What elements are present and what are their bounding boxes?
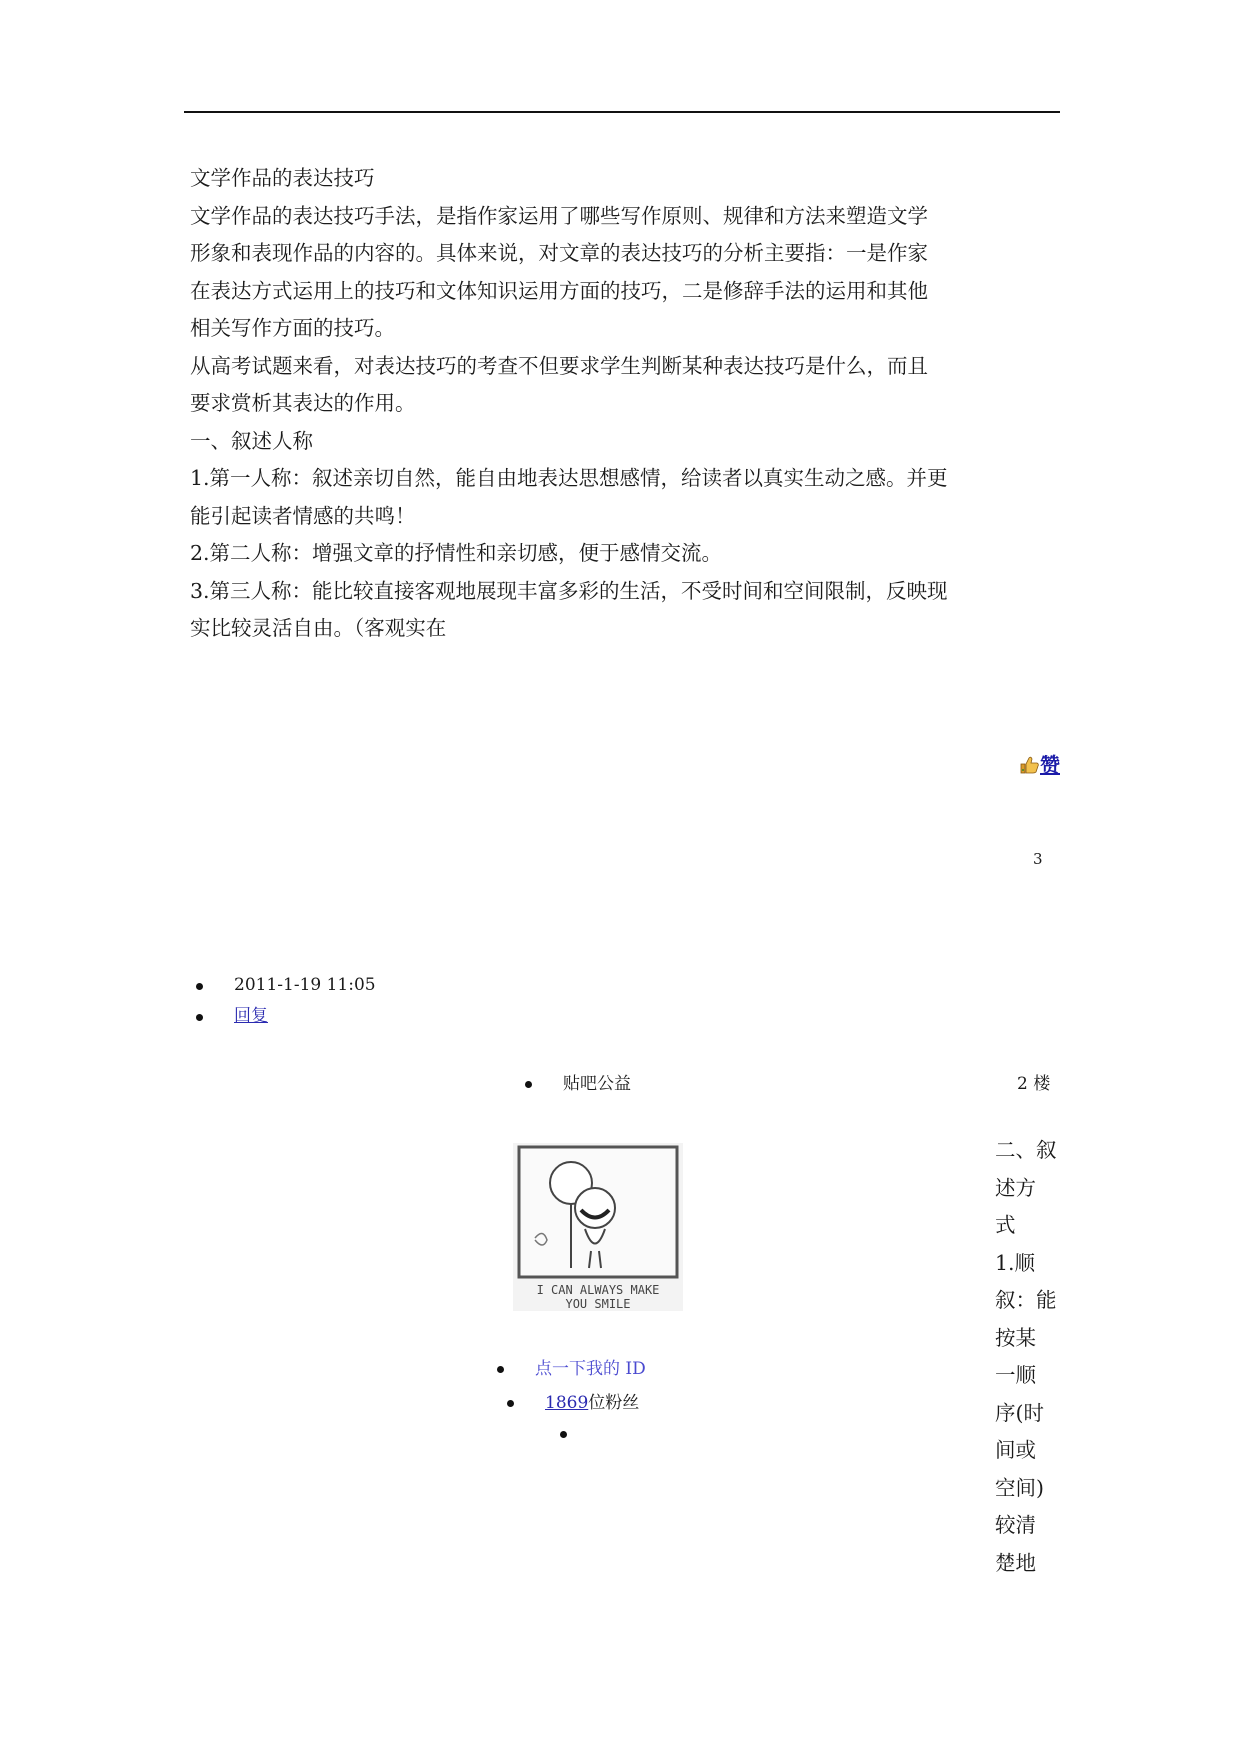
- article-line: 形象和表现作品的内容的。具体来说，对文章的表达技巧的分析主要指：一是作家: [190, 241, 928, 265]
- tieba-label: 贴吧公益: [563, 1074, 631, 1094]
- floor-number: 2 楼: [1017, 1074, 1051, 1094]
- user-id-link[interactable]: [497, 1358, 646, 1380]
- bullet-icon: [560, 1431, 567, 1438]
- article-title: 文学作品的表达技巧: [190, 166, 375, 190]
- second-post-line: 序(时: [995, 1400, 1044, 1425]
- article-line: 实比较灵活自由。（客观实在: [190, 616, 447, 640]
- bullet-icon: [497, 1366, 504, 1373]
- thumbs-up-icon: [1020, 755, 1040, 775]
- second-post-body: [995, 1132, 1055, 1582]
- avatar-caption-line2: YOU SMILE: [565, 1297, 631, 1311]
- like-control[interactable]: [1020, 752, 1060, 778]
- article-line: 在表达方式运用上的技巧和文体知识运用方面的技巧，二是修辞手法的运用和其他: [190, 278, 928, 303]
- header-rule: [184, 111, 1060, 113]
- second-post-line: 间或: [995, 1438, 1036, 1462]
- article-line: 相关写作方面的技巧。: [190, 316, 395, 340]
- second-post-line: 叙：能: [995, 1288, 1057, 1312]
- bullet-icon: [196, 983, 203, 990]
- article-line: 能引起读者情感的共鸣！: [190, 503, 416, 528]
- user-id-link-label: 点一下我的 ID: [535, 1359, 646, 1379]
- second-post-line: 较清: [995, 1513, 1036, 1537]
- reply-link[interactable]: 回复: [234, 1006, 268, 1026]
- fans-count-item: [507, 1392, 639, 1414]
- section-heading: 一、叙述人称: [190, 428, 313, 453]
- second-post-line: 二、叙: [995, 1138, 1057, 1162]
- second-post-line: 1.顺: [995, 1250, 1036, 1275]
- tieba-public-welfare[interactable]: [525, 1073, 631, 1095]
- second-post-line: 一顺: [995, 1363, 1036, 1387]
- article-body: [190, 160, 990, 648]
- like-count: 3: [1033, 850, 1043, 868]
- article-line: 3.第三人称：能比较直接客观地展现丰富多彩的生活，不受时间和空间限制，反映现: [190, 578, 948, 603]
- avatar[interactable]: [513, 1143, 683, 1311]
- bullet-icon: [196, 1014, 203, 1021]
- second-post-line: 按某: [995, 1325, 1036, 1350]
- second-post-line: 述方: [995, 1175, 1036, 1200]
- article-line: 要求赏析其表达的作用。: [190, 391, 416, 415]
- fans-suffix: 位粉丝: [588, 1393, 640, 1413]
- avatar-caption-line1: I CAN ALWAYS MAKE: [536, 1283, 660, 1297]
- article-line: 1.第一人称：叙述亲切自然，能自由地表达思想感情，给读者以真实生动之感。并更: [190, 466, 948, 490]
- post-timestamp: 2011-1-19 11:05: [234, 975, 376, 995]
- like-link[interactable]: 赞: [1040, 753, 1060, 777]
- bullet-icon: [525, 1081, 532, 1088]
- second-post-line: 式: [995, 1213, 1016, 1237]
- article-line: 2.第二人称：增强文章的抒情性和亲切感，便于感情交流。: [190, 541, 723, 565]
- bullet-icon: [507, 1400, 514, 1407]
- fans-count-link[interactable]: 1869: [545, 1393, 589, 1413]
- second-post-line: 楚地: [995, 1550, 1036, 1575]
- article-line: 文学作品的表达技巧手法，是指作家运用了哪些写作原则、规律和方法来塑造文学: [190, 203, 928, 228]
- post-timestamp-item: [196, 970, 376, 1001]
- article-line: 从高考试题来看，对表达技巧的考查不但要求学生判断某种表达技巧是什么，而且: [190, 353, 928, 378]
- second-post-line: 空间): [995, 1475, 1044, 1500]
- post-meta-list: [196, 970, 376, 1032]
- reply-item: [196, 1001, 376, 1032]
